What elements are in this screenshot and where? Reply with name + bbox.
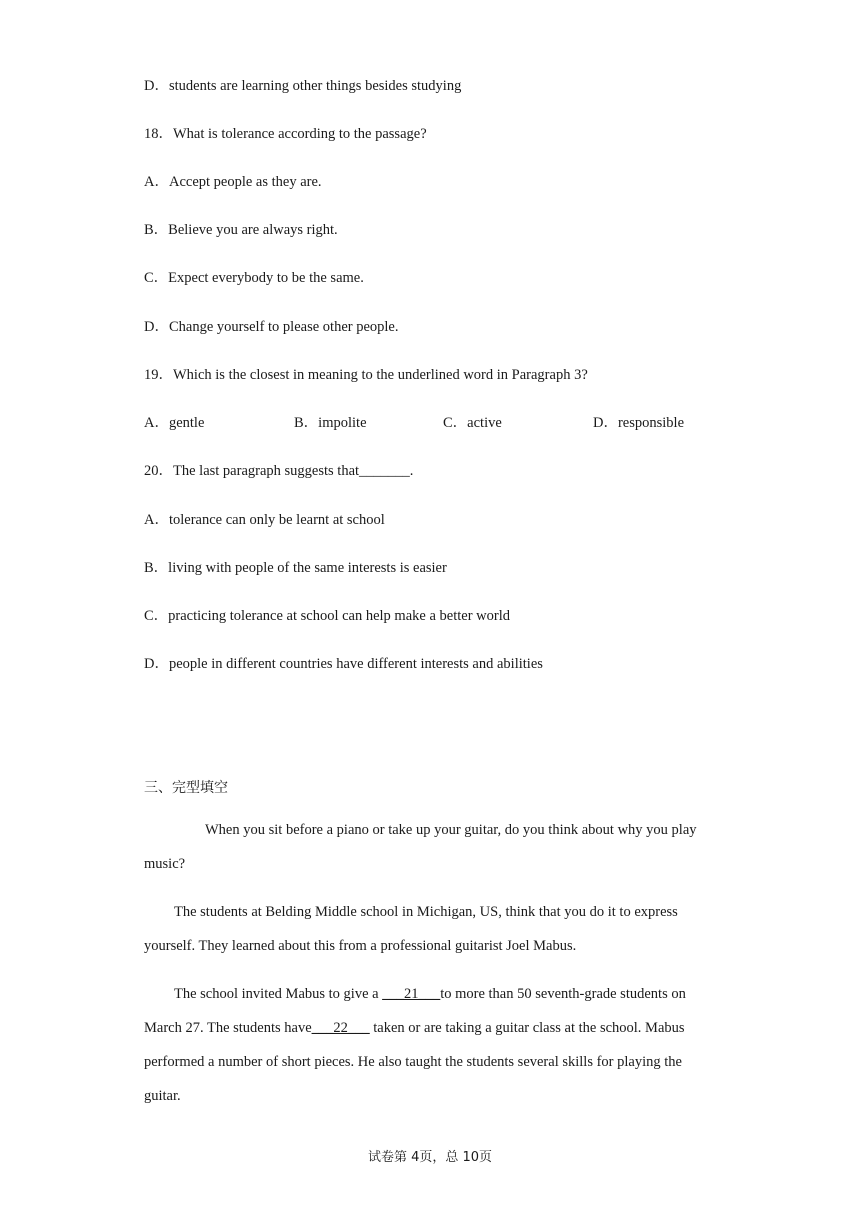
q18-stem: 18．What is tolerance according to the passage? (144, 126, 427, 142)
q19-options (144, 411, 744, 431)
q19-option-c: C．active (443, 415, 502, 431)
cloze-paragraph-2: The students at Belding Middle school in Michigan, US, think that you do it to express yourself. They learned about this from a professional guitarist Joel Mabus. (144, 904, 678, 954)
page-footer: 试卷第 4页，总 10页 (367, 1150, 493, 1165)
paragraph-3-part-a: The school invited Mabus to give a (174, 986, 383, 1002)
q19-option-b: B．impolite (294, 415, 367, 431)
q18-option-a: A．Accept people as they are. (144, 174, 322, 190)
q18-option-b: B．Believe you are always right. (144, 222, 338, 238)
q19-option-d: D．responsible (593, 415, 685, 431)
q20-option-d: D．people in different countries have different interests and abilities (144, 656, 543, 672)
blank-21: ___21___ (382, 986, 441, 1002)
q17-option-d: D．students are learning other things besides studying (144, 78, 462, 94)
cloze-paragraph-1: When you sit before a piano or take up your guitar, do you think about why you play music? (144, 822, 697, 872)
q20-option-b: B．living with people of the same interests is easier (144, 560, 447, 576)
q18-option-c: C．Expect everybody to be the same. (144, 270, 364, 286)
q20-stem: 20．The last paragraph suggests that_______. (144, 463, 414, 479)
q20-option-a: A．tolerance can only be learnt at school (144, 512, 385, 528)
paragraph-3-part-b: to more than 50 seventh-grade students on March 27. The students have (144, 986, 686, 1036)
paragraph-3-part-c: taken or are taking a guitar class at the school. Mabus performed a number of short pieces. He also taught the students several skills for playing the guitar. (144, 1020, 685, 1104)
q20-option-c: C．practicing tolerance at school can help make a better world (144, 608, 510, 624)
q19-stem: 19．Which is the closest in meaning to the underlined word in Paragraph 3? (144, 367, 588, 383)
section-title: 三、完型填空 (144, 780, 228, 796)
q19-option-a: A．gentle (144, 415, 205, 431)
q18-option-d: D．Change yourself to please other people. (144, 319, 399, 335)
cloze-paragraph-3 (144, 977, 719, 1113)
blank-22: ___22___ (311, 1020, 370, 1036)
